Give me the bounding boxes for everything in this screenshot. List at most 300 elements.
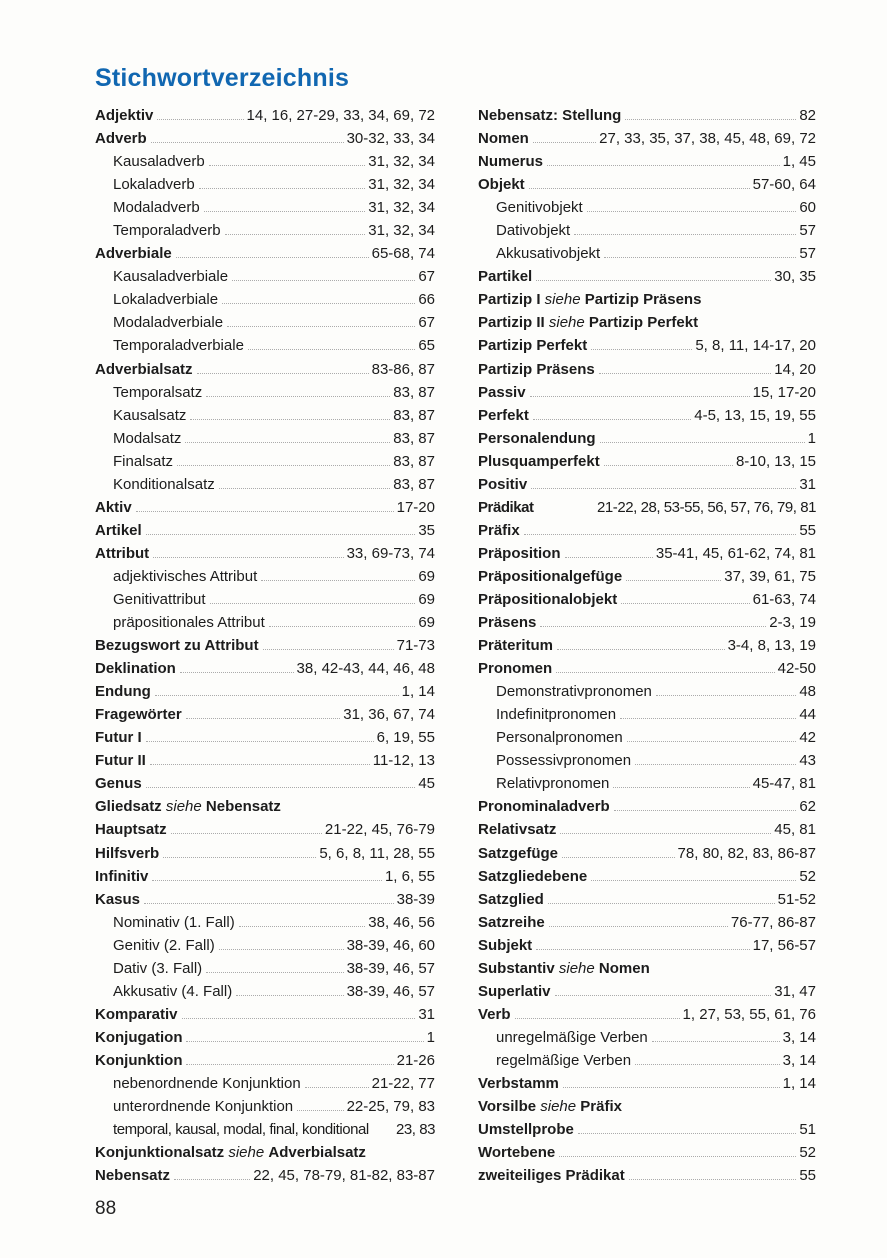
index-entry-label: Objekt: [478, 176, 525, 194]
index-entry-pages: 21-26: [396, 1051, 435, 1069]
index-entry-pages: 48: [799, 683, 816, 701]
index-entry-label: Hilfsverb: [95, 844, 160, 862]
dotted-leader: [171, 833, 322, 834]
index-entry-pages: 30-32, 33, 34: [346, 130, 435, 148]
index-entry-pages: 76-77, 86-87: [730, 913, 816, 931]
index-entry: [478, 888, 816, 911]
dotted-leader: [656, 695, 796, 696]
index-cross-reference: [478, 1095, 816, 1118]
dotted-leader: [146, 787, 416, 788]
index-entry-pages: 4-5, 13, 15, 19, 55: [694, 406, 816, 424]
dotted-leader: [591, 349, 692, 350]
index-entry-label: Substantiv: [478, 959, 555, 977]
index-entry-label: Subjekt: [478, 936, 533, 954]
index-entry: [478, 911, 816, 934]
index-entry-pages: 15, 17-20: [752, 383, 816, 401]
index-entry-label: Präfix: [478, 521, 520, 539]
see-reference-target: Adverbialsatz: [268, 1144, 366, 1162]
index-entry: [95, 865, 435, 888]
index-entry-label: Prädikat: [478, 498, 534, 516]
index-entry: [95, 911, 435, 934]
dotted-leader: [627, 741, 797, 742]
dotted-leader: [186, 718, 341, 719]
index-entry-label: regelmäßige Verben: [496, 1051, 632, 1069]
dotted-leader: [157, 119, 243, 120]
index-entry-label: Numerus: [478, 153, 544, 171]
dotted-leader: [204, 211, 366, 212]
index-entry: [478, 358, 816, 381]
see-reference-word: siehe: [554, 959, 599, 977]
dotted-leader: [604, 257, 796, 258]
index-entry-pages: 33, 69-73, 74: [346, 544, 435, 562]
index-entry-label: Positiv: [478, 475, 528, 493]
dotted-leader: [186, 1064, 393, 1065]
index-entry: [95, 1003, 435, 1026]
index-entry: [95, 842, 435, 865]
dotted-leader: [206, 396, 390, 397]
index-entry-label: Bezugswort zu Attribut: [95, 637, 259, 655]
index-entry-label: Akkusativobjekt: [496, 245, 601, 263]
index-entry-label: zweiteiliges Prädikat: [478, 1167, 625, 1185]
index-entry: [478, 1003, 816, 1026]
index-entry-pages: 83, 87: [393, 429, 435, 447]
index-entry-pages: 43: [799, 752, 816, 770]
index-entry: [95, 1026, 435, 1049]
index-entry-pages: 61-63, 74: [752, 590, 816, 608]
index-entry-label: Nominativ (1. Fall): [113, 913, 235, 931]
index-entry-pages: 17, 56-57: [752, 936, 816, 954]
dotted-leader: [269, 626, 416, 627]
dotted-leader: [565, 557, 653, 558]
index-entry-pages: 65: [418, 337, 435, 355]
index-entry-pages: 11-12, 13: [372, 752, 435, 770]
index-entry-label: Verbstamm: [478, 1074, 559, 1092]
dotted-leader: [199, 188, 366, 189]
index-entry: [95, 196, 435, 219]
dotted-leader: [555, 995, 772, 996]
index-cross-reference: [95, 1141, 435, 1164]
dotted-leader: [548, 903, 775, 904]
index-entry: [478, 1072, 816, 1095]
dotted-leader: [305, 1087, 369, 1088]
dotted-leader: [536, 280, 771, 281]
dotted-leader: [635, 764, 796, 765]
page-number: 88: [95, 1198, 117, 1219]
dotted-leader: [236, 995, 343, 996]
dotted-leader: [652, 1041, 780, 1042]
dotted-leader: [261, 580, 415, 581]
index-entry-label: Aktiv: [95, 498, 132, 516]
index-entry-pages: 69: [418, 567, 435, 585]
dotted-leader: [540, 626, 766, 627]
index-entry: [478, 588, 816, 611]
index-entry-label: Genitivattribut: [113, 590, 206, 608]
dotted-leader: [533, 142, 596, 143]
page-title: Stichwortverzeichnis: [95, 64, 350, 92]
index-entry: [478, 496, 816, 519]
index-entry-pages: 1, 6, 55: [384, 867, 435, 885]
index-entry: [478, 334, 816, 357]
index-entry: [95, 381, 435, 404]
index-entry: [95, 334, 435, 357]
index-entry-pages: 42-50: [777, 660, 816, 678]
index-entry-pages: 21-22, 77: [371, 1074, 435, 1092]
index-entry-pages: 1: [426, 1028, 435, 1046]
index-entry-pages: 21-22, 45, 76-79: [324, 821, 435, 839]
index-entry-pages: 3, 14: [782, 1051, 816, 1069]
index-entry-pages: 52: [799, 1144, 816, 1162]
see-reference-target: Nebensatz: [205, 798, 281, 816]
index-entry: [478, 150, 816, 173]
index-entry-pages: 67: [418, 314, 435, 332]
index-entry-label: Hauptsatz: [95, 821, 167, 839]
index-entry-pages: 38, 46, 56: [368, 913, 435, 931]
index-entry-label: Perfekt: [478, 406, 529, 424]
index-entry-pages: 83-86, 87: [371, 360, 435, 378]
index-cross-reference: [478, 957, 816, 980]
index-entry-pages: 17-20: [396, 498, 435, 516]
index-entry: [95, 173, 435, 196]
index-entry-label: Infinitiv: [95, 867, 149, 885]
dotted-leader: [180, 672, 294, 673]
index-entry-label: Satzgliedebene: [478, 867, 588, 885]
index-entry-label: Konjugation: [95, 1028, 183, 1046]
index-entry: [95, 1164, 435, 1187]
dotted-leader: [155, 695, 399, 696]
index-entry: [95, 980, 435, 1003]
index-entry-pages: 3, 14: [782, 1028, 816, 1046]
index-entry: [95, 957, 435, 980]
index-entry: [95, 219, 435, 242]
dotted-leader: [150, 764, 370, 765]
index-entry-pages: 55: [799, 1167, 816, 1185]
index-entry-label: Kausaladverb: [113, 153, 205, 171]
index-entry: [478, 749, 816, 772]
index-entry-label: Partizip Perfekt: [478, 337, 588, 355]
index-entry-label: Genitivobjekt: [496, 199, 583, 217]
index-entry-pages: 71-73: [396, 637, 435, 655]
index-entry-pages: 21-22, 28, 53-55, 56, 57, 76, 79, 81: [597, 498, 816, 516]
index-entry: [478, 404, 816, 427]
index-column-right: [478, 104, 816, 1187]
index-entry-pages: 14, 16, 27-29, 33, 34, 69, 72: [246, 107, 435, 124]
index-entry-pages: 51: [799, 1121, 816, 1139]
index-entry-pages: 78, 80, 82, 83, 86-87: [677, 844, 816, 862]
dotted-leader: [560, 833, 771, 834]
index-entry-label: Attribut: [95, 544, 150, 562]
index-entry: [478, 1118, 816, 1141]
index-entry: [478, 173, 816, 196]
index-entry-label: Gliedsatz: [95, 798, 162, 816]
dotted-leader: [562, 857, 675, 858]
index-entry-pages: 57: [799, 245, 816, 263]
index-entry-label: Satzglied: [478, 890, 544, 908]
index-entry-pages: 38, 42-43, 44, 46, 48: [296, 660, 435, 678]
index-entry-pages: 1: [807, 429, 816, 447]
dotted-leader: [614, 810, 797, 811]
index-entry-pages: 82: [799, 107, 816, 124]
index-entry: [478, 381, 816, 404]
dotted-leader: [152, 880, 382, 881]
dotted-leader: [248, 349, 415, 350]
index-entry: [478, 1049, 816, 1072]
index-entry-label: Temporalsatz: [113, 383, 203, 401]
index-entry-pages: 31: [799, 475, 816, 493]
index-entry-label: Temporaladverbiale: [113, 337, 244, 355]
index-entry-label: Konjunktion: [95, 1051, 183, 1069]
dotted-leader: [600, 442, 805, 443]
index-entry: [95, 1118, 435, 1141]
dotted-leader: [232, 280, 415, 281]
index-entry: [95, 1072, 435, 1095]
dotted-leader: [629, 1179, 797, 1180]
index-entry-pages: 35-41, 45, 61-62, 74, 81: [655, 544, 816, 562]
dotted-leader: [604, 465, 733, 466]
index-entry-label: unterordnende Konjunktion: [113, 1098, 294, 1116]
dotted-leader: [146, 741, 374, 742]
index-entry: [95, 150, 435, 173]
index-entry-pages: 3-4, 8, 13, 19: [727, 637, 816, 655]
index-entry: [478, 795, 816, 818]
index-entry-pages: 57-60, 64: [752, 176, 816, 194]
index-entry-label: Nebensatz: Stellung: [478, 107, 622, 124]
index-entry: [95, 634, 435, 657]
index-entry-label: Dativobjekt: [496, 222, 571, 240]
index-entry-label: Umstellprobe: [478, 1121, 574, 1139]
index-entry-pages: 83, 87: [393, 452, 435, 470]
index-entry-label: Genitiv (2. Fall): [113, 936, 215, 954]
see-reference-word: siehe: [544, 314, 589, 332]
index-entry-label: Endung: [95, 683, 151, 701]
index-entry-label: Nebensatz: [95, 1167, 171, 1185]
dotted-leader: [529, 188, 750, 189]
index-entry: [478, 634, 816, 657]
index-entry-pages: 1, 14: [401, 683, 435, 701]
index-entry-label: Indefinitpronomen: [496, 706, 617, 724]
index-entry-label: Fragewörter: [95, 706, 182, 724]
index-entry: [95, 404, 435, 427]
index-entry-pages: 1, 14: [782, 1074, 816, 1092]
index-entry: [95, 265, 435, 288]
index-entry-pages: 31: [418, 1005, 435, 1023]
dotted-leader: [219, 949, 344, 950]
dotted-leader: [599, 373, 772, 374]
dotted-leader: [297, 1110, 343, 1111]
index-entry-pages: 52: [799, 867, 816, 885]
dotted-leader: [556, 672, 774, 673]
index-entry-label: Artikel: [95, 521, 142, 539]
dotted-leader: [635, 1064, 780, 1065]
index-entry-label: Modalsatz: [113, 429, 182, 447]
index-entry-label: Modaladverb: [113, 199, 200, 217]
index-entry: [478, 1164, 816, 1187]
index-entry-pages: 5, 8, 11, 14-17, 20: [695, 337, 816, 355]
index-cross-reference: [478, 288, 816, 311]
index-entry-label: Präposition: [478, 544, 561, 562]
index-entry-label: Kasus: [95, 890, 141, 908]
index-entry: [478, 657, 816, 680]
index-entry-pages: 45-47, 81: [752, 775, 816, 793]
dotted-leader: [239, 926, 366, 927]
dotted-leader: [146, 534, 416, 535]
index-entry: [478, 842, 816, 865]
index-entry-label: Präpositionalgefüge: [478, 567, 623, 585]
index-entry-label: temporal, kausal, modal, final, konditional: [113, 1121, 369, 1139]
index-entry: [478, 219, 816, 242]
index-entry-label: Demonstrativpronomen: [496, 683, 652, 701]
index-entry-label: Komparativ: [95, 1005, 178, 1023]
index-entry-label: Lokaladverb: [113, 176, 195, 194]
index-entry: [95, 127, 435, 150]
index-entry-label: Deklination: [95, 660, 176, 678]
see-reference-target: Präfix: [580, 1098, 622, 1116]
index-entry-label: Kausaladverbiale: [113, 268, 229, 286]
index-entry-pages: 31, 32, 34: [368, 176, 435, 194]
index-entry-label: Temporaladverb: [113, 222, 221, 240]
dotted-leader: [222, 303, 415, 304]
index-entry-pages: 38-39: [396, 890, 435, 908]
index-entry-label: Präpositionalobjekt: [478, 590, 618, 608]
index-entry-label: Passiv: [478, 383, 526, 401]
dotted-leader: [227, 326, 415, 327]
index-entry-label: Adverbialsatz: [95, 360, 193, 378]
index-entry-pages: 55: [799, 521, 816, 539]
index-entry-label: adjektivisches Attribut: [113, 567, 258, 585]
dotted-leader: [587, 211, 797, 212]
index-entry: [95, 473, 435, 496]
index-entry: [95, 358, 435, 381]
index-entry: [478, 519, 816, 542]
index-entry: [95, 934, 435, 957]
index-entry-pages: 2-3, 19: [769, 614, 816, 632]
index-entry: [95, 818, 435, 841]
see-reference-word: siehe: [540, 291, 585, 309]
index-entry: [95, 242, 435, 265]
index-entry-label: Partizip I: [478, 291, 541, 309]
index-entry: [95, 588, 435, 611]
dotted-leader: [163, 857, 316, 858]
index-entry-label: Partikel: [478, 268, 533, 286]
index-entry-pages: 8-10, 13, 15: [735, 452, 816, 470]
index-entry-pages: 22-25, 79, 83: [346, 1098, 435, 1116]
see-reference-word: siehe: [161, 798, 206, 816]
index-entry: [95, 680, 435, 703]
index-entry-label: Personalendung: [478, 429, 596, 447]
index-entry-pages: 22, 45, 78-79, 81-82, 83-87: [253, 1167, 435, 1185]
index-entry: [478, 542, 816, 565]
index-entry: [478, 772, 816, 795]
dotted-leader: [219, 488, 391, 489]
index-entry-label: Adverbiale: [95, 245, 172, 263]
see-reference-word: siehe: [224, 1144, 269, 1162]
index-entry-pages: 31, 32, 34: [368, 153, 435, 171]
index-entry: [478, 1026, 816, 1049]
index-entry: [478, 980, 816, 1003]
index-entry-label: Präteritum: [478, 637, 554, 655]
index-entry: [95, 703, 435, 726]
index-entry-label: Adverb: [95, 130, 147, 148]
index-entry: [478, 265, 816, 288]
dotted-leader: [176, 257, 369, 258]
index-entry-pages: 69: [418, 590, 435, 608]
index-entry-label: Modaladverbiale: [113, 314, 224, 332]
index-entry-label: Nomen: [478, 130, 529, 148]
index-entry-pages: 62: [799, 798, 816, 816]
index-entry-label: Futur I: [95, 729, 142, 747]
dotted-leader: [174, 1179, 250, 1180]
index-entry: [95, 519, 435, 542]
index-cross-reference: [95, 795, 435, 818]
index-entry: [95, 772, 435, 795]
index-entry: [478, 726, 816, 749]
index-entry-pages: 45, 81: [774, 821, 816, 839]
dotted-leader: [209, 165, 366, 166]
index-entry-pages: 31, 36, 67, 74: [343, 706, 435, 724]
dotted-leader: [136, 511, 394, 512]
index-columns: [95, 104, 816, 1187]
index-entry-pages: 83, 87: [393, 383, 435, 401]
index-entry: [95, 1095, 435, 1118]
index-entry-pages: 1, 27, 53, 55, 61, 76: [682, 1005, 816, 1023]
dotted-leader: [536, 949, 749, 950]
dotted-leader: [185, 442, 390, 443]
index-entry-pages: 67: [418, 268, 435, 286]
dotted-leader: [530, 396, 750, 397]
index-entry-pages: 35: [418, 521, 435, 539]
index-entry-label: Genus: [95, 775, 142, 793]
index-entry-pages: 6, 19, 55: [376, 729, 435, 747]
index-entry-label: Kausalsatz: [113, 406, 187, 424]
dotted-leader: [515, 1018, 680, 1019]
index-entry-label: Satzgefüge: [478, 844, 559, 862]
dotted-leader: [210, 603, 416, 604]
index-cross-reference: [478, 311, 816, 334]
index-entry: [478, 611, 816, 634]
index-entry-pages: 5, 6, 8, 11, 28, 55: [319, 844, 435, 862]
index-entry-pages: 30, 35: [774, 268, 816, 286]
index-entry-pages: 1, 45: [782, 153, 816, 171]
dotted-leader: [197, 373, 369, 374]
index-entry-pages: 42: [799, 729, 816, 747]
index-entry: [478, 865, 816, 888]
index-entry-pages: 27, 33, 35, 37, 38, 45, 48, 69, 72: [599, 130, 816, 148]
index-entry-pages: 60: [799, 199, 816, 217]
dotted-leader: [613, 787, 749, 788]
index-entry-pages: 23, 83: [395, 1121, 435, 1139]
dotted-leader: [547, 165, 780, 166]
index-entry: [95, 311, 435, 334]
index-entry: [95, 542, 435, 565]
index-entry-pages: 57: [799, 222, 816, 240]
index-entry: [478, 473, 816, 496]
index-entry-pages: 45: [418, 775, 435, 793]
dotted-leader: [182, 1018, 416, 1019]
index-entry-label: Pronominaladverb: [478, 798, 610, 816]
index-entry: [478, 680, 816, 703]
index-entry: [478, 703, 816, 726]
dotted-leader: [621, 603, 749, 604]
index-entry-label: Plusquamperfekt: [478, 452, 600, 470]
index-entry: [478, 242, 816, 265]
index-entry-label: Verb: [478, 1005, 511, 1023]
dotted-leader: [533, 419, 691, 420]
index-entry-label: Possessivpronomen: [496, 752, 632, 770]
index-entry: [95, 104, 435, 127]
index-entry-label: Relativsatz: [478, 821, 557, 839]
index-entry: [478, 450, 816, 473]
index-entry: [478, 818, 816, 841]
index-entry-label: präpositionales Attribut: [113, 614, 265, 632]
